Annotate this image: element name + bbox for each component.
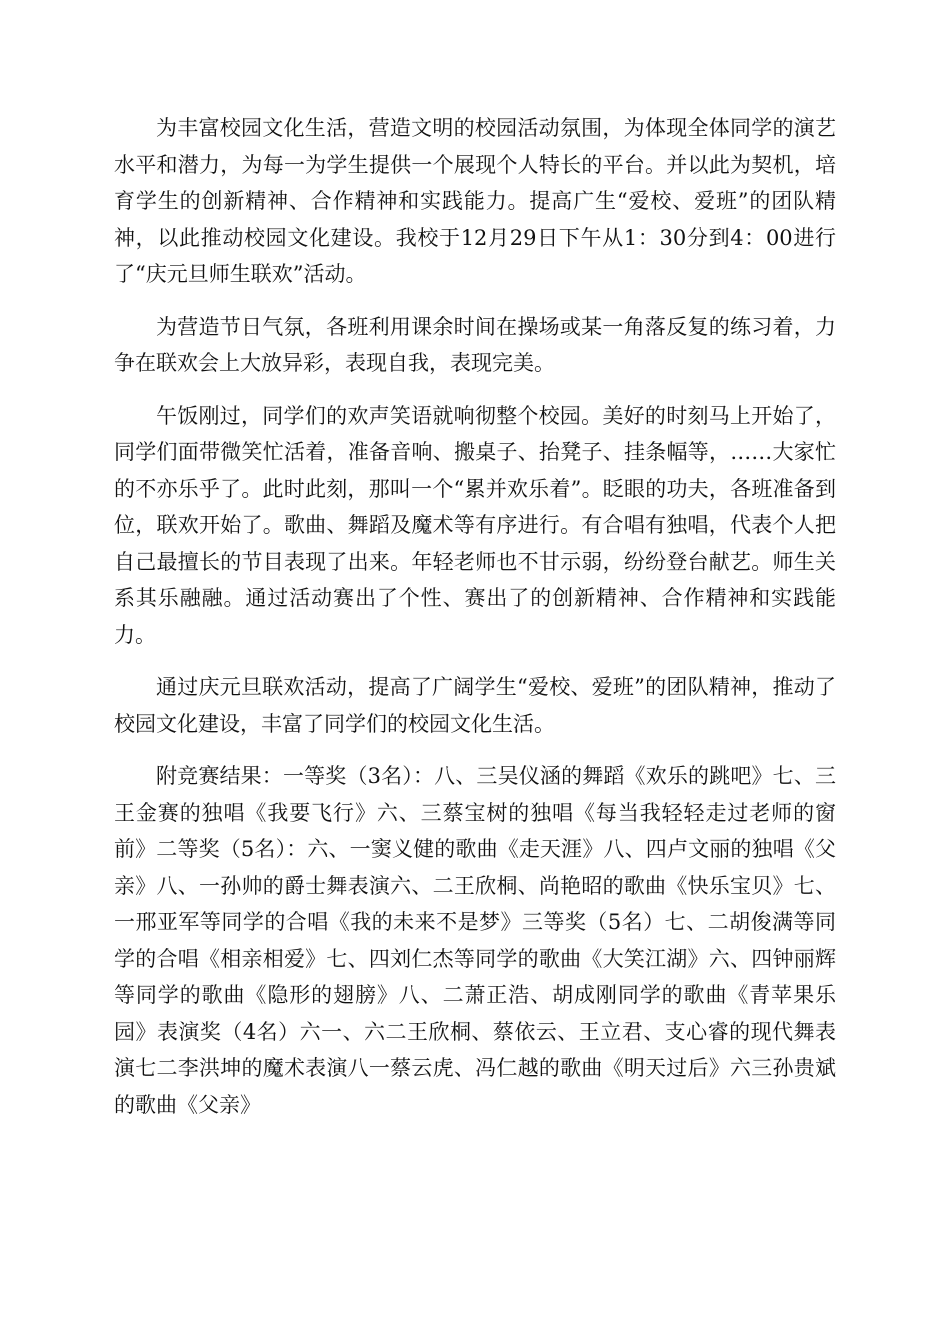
- paragraph-results: 附竞赛结果：一等奖（3名）：八、三吴仪涵的舞蹈《欢乐的跳吧》七、三王金赛的独唱《我要飞行》六、三蔡宝树的独唱《每当我轻轻走过老师的窗前》二等奖（5名）：六、一窦义健的歌曲《走天涯》八、四卢文丽的独唱《父亲》八、一孙帅的爵士舞表演六、二王欣桐、尚艳昭的歌曲《快乐宝贝》七、一邢亚军等同学的合唱《我的未来不是梦》三等奖（5名）七、二胡俊满等同学的合唱《相亲相爱》七、四刘仁杰等同学的歌曲《大笑江湖》六、四钟丽辉等同学的歌曲《隐形的翅膀》八、二萧正浩、胡成刚同学的歌曲《青苹果乐园》表演奖（4名）六一、六二王欣桐、蔡依云、王立君、支心睿的现代舞表演七二李洪坤的魔术表演八一蔡云虎、冯仁越的歌曲《明天过后》六三孙贵斌的歌曲《父亲》: [114, 764, 836, 1117]
- paragraph-event: 午饭刚过，同学们的欢声笑语就响彻整个校园。美好的时刻马上开始了，同学们面带微笑忙活着，准备音响、搬桌子、抬凳子、挂条幅等，……大家忙的不亦乐乎了。此时此刻，那叫一个“累并欢乐着”。眨眼的功夫，各班准备到位，联欢开始了。歌曲、舞蹈及魔术等有序进行。有合唱有独唱，代表个人把自己最擅长的节目表现了出来。年轻老师也不甘示弱，纷纷登台献艺。师生关系其乐融融。通过活动赛出了个性、赛出了的创新精神、合作精神和实践能力。: [114, 403, 836, 647]
- paragraph-intro: 为丰富校园文化生活，营造文明的校园活动氛围，为体现全体同学的演艺水平和潜力，为每一为学生提供一个展现个人特长的平台。并以此为契机，培育学生的创新精神、合作精神和实践能力。提高广生“爱校、爱班”的团队精神，以此推动校园文化建设。我校于12月29日下午从1：30分到4：00进行了“庆元旦师生联欢”活动。: [114, 116, 836, 286]
- paragraph-summary: 通过庆元旦联欢活动，提高了广阔学生“爱校、爱班”的团队精神，推动了校园文化建设，丰富了同学们的校园文化生活。: [114, 675, 836, 736]
- paragraph-preparation: 为营造节日气氛，各班利用课余时间在操场或某一角落反复的练习着，力争在联欢会上大放异彩，表现自我，表现完美。: [114, 314, 836, 375]
- document-body: [114, 110, 836, 1123]
